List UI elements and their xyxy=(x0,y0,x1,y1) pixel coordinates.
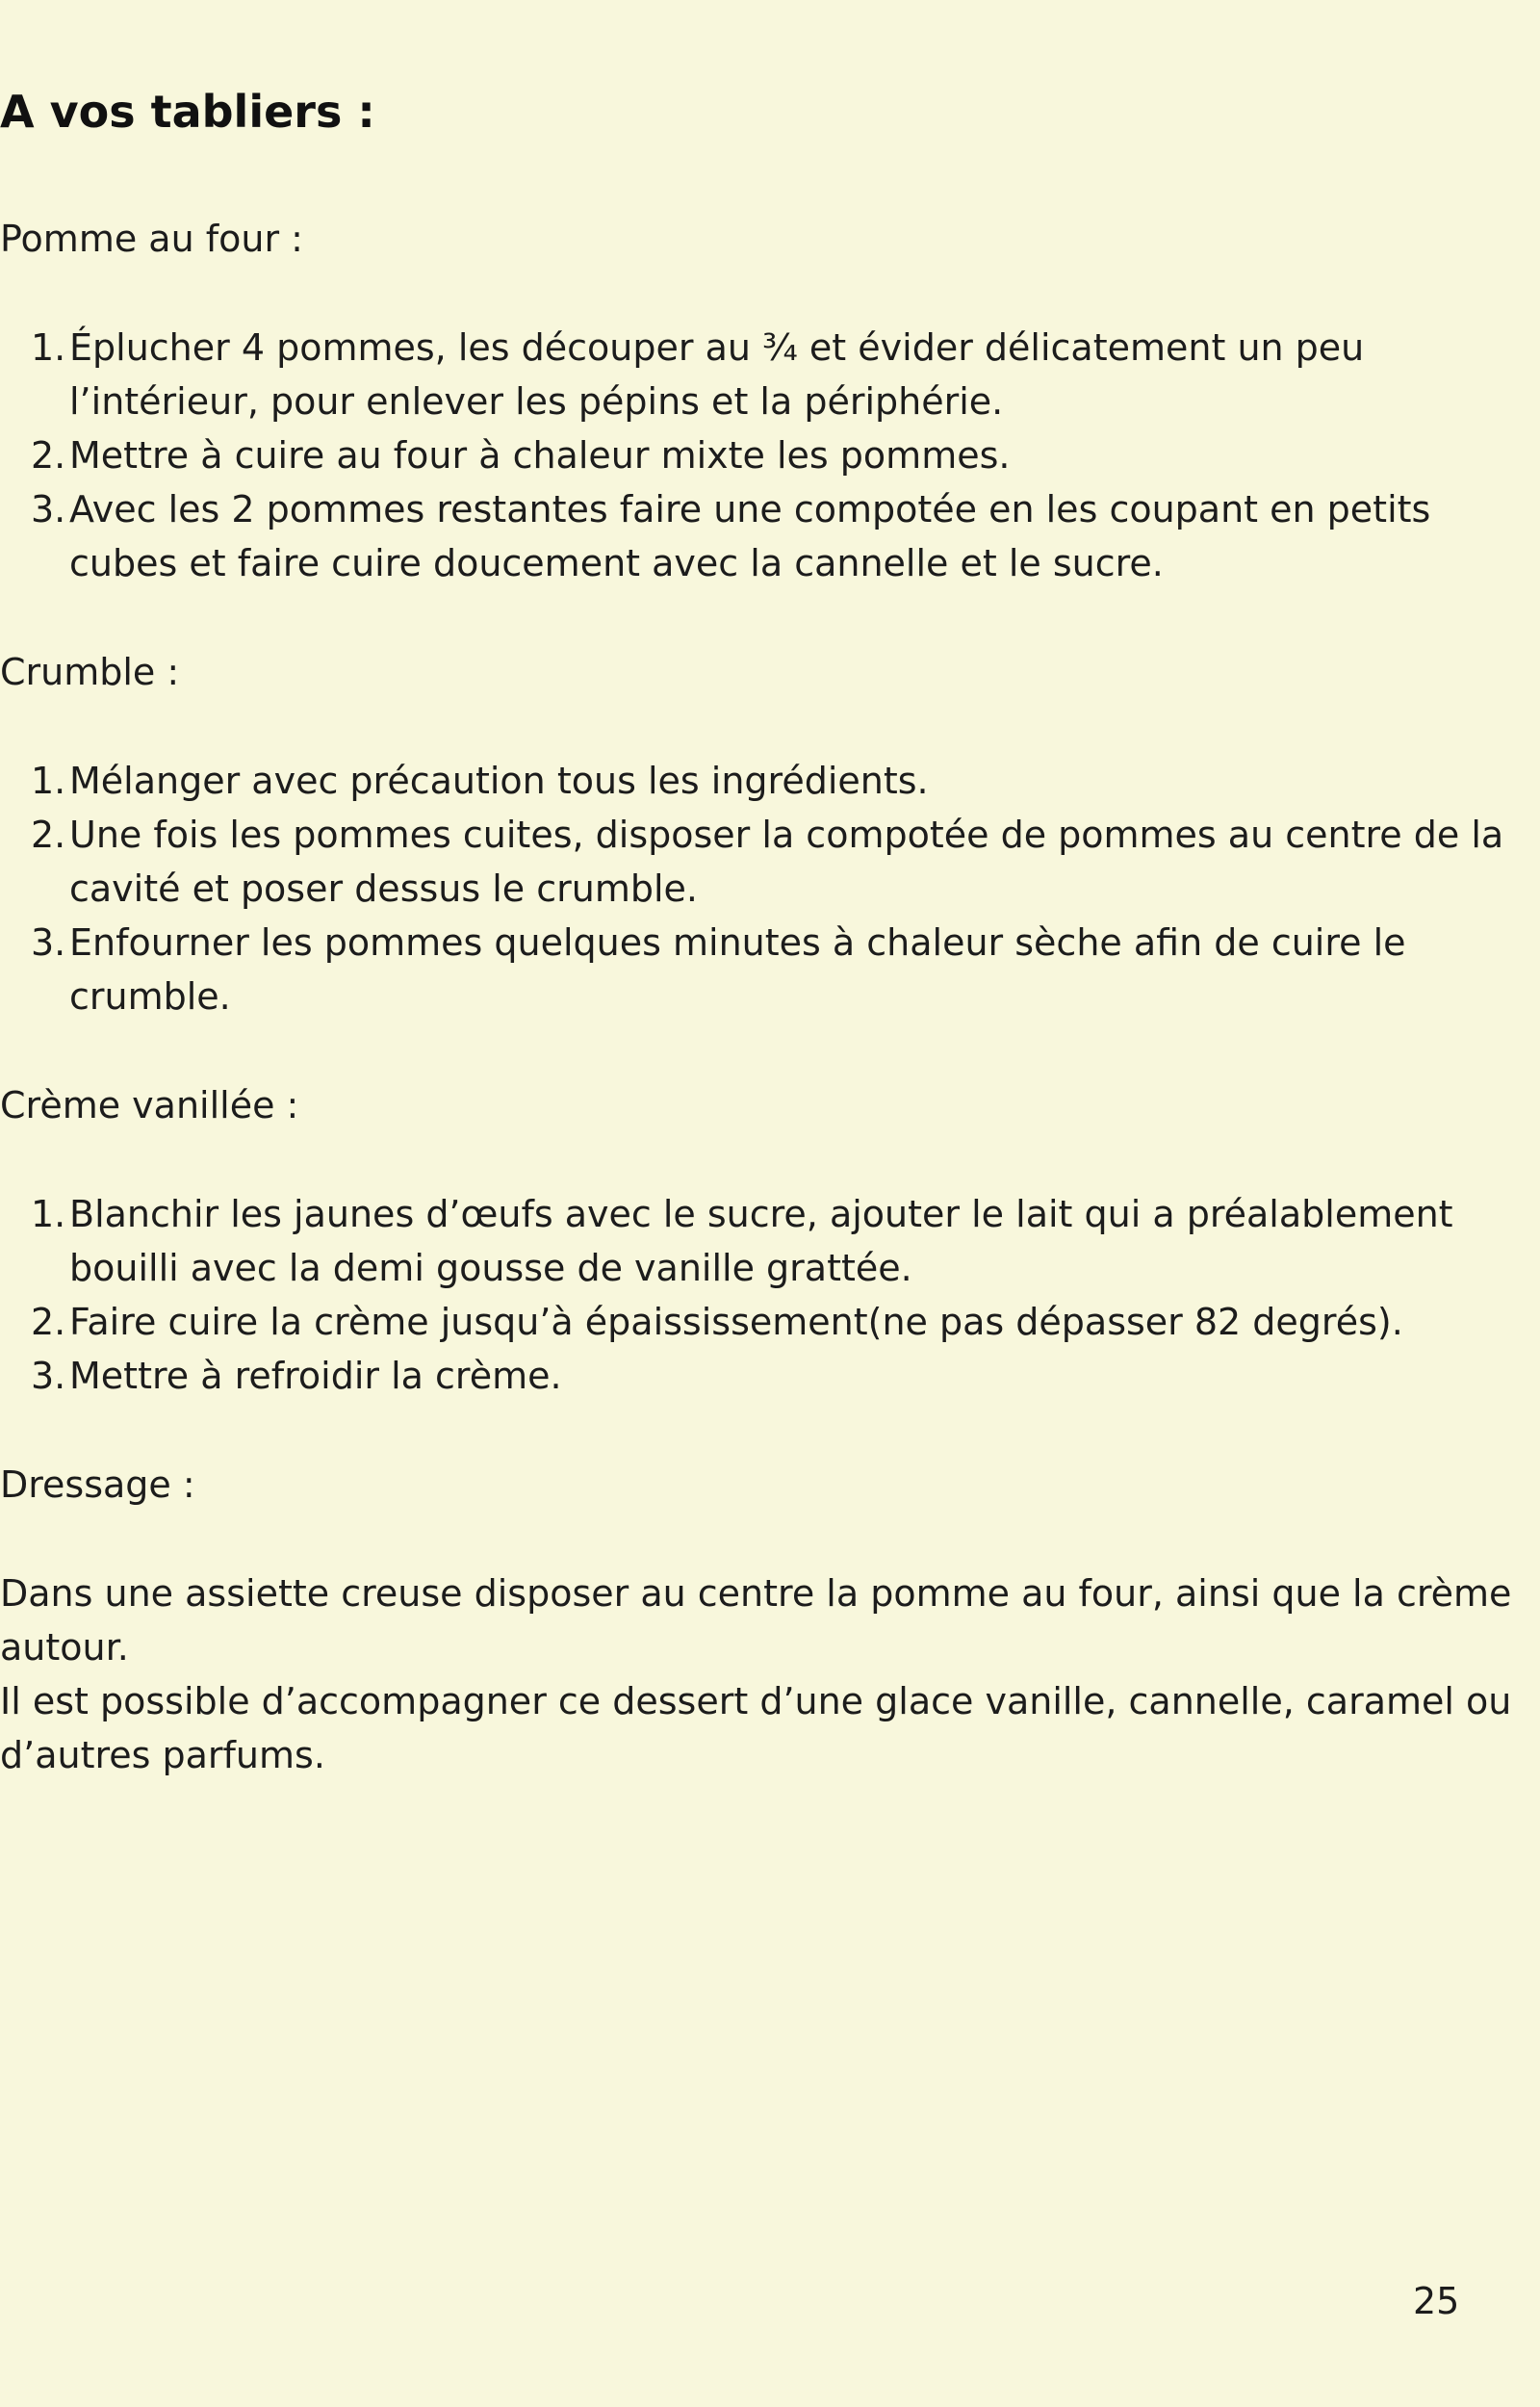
section-heading-creme-vanillee: Crème vanillée : xyxy=(0,1084,299,1126)
section-heading-pomme-au-four: Pomme au four : xyxy=(0,218,303,260)
step-item xyxy=(0,754,1540,808)
steps-list-creme-vanillee xyxy=(0,1187,1540,1403)
step-text: Mélanger avec précaution tous les ingrédients. xyxy=(69,760,929,802)
step-item xyxy=(0,1187,1540,1295)
section-heading-crumble: Crumble : xyxy=(0,651,180,693)
dressage-paragraph: Il est possible d’accompagner ce dessert d’une glace vanille, cannelle, caramel ou d’autres parfums. xyxy=(0,1680,1512,1776)
page-number: 25 xyxy=(1413,2280,1460,2322)
step-item xyxy=(0,916,1540,1023)
step-item xyxy=(0,1349,1540,1403)
step-text: Éplucher 4 pommes, les découper au ¾ et évider délicatement un peu l’intérieur, pour enlever les pépins et la périphérie. xyxy=(69,326,1365,423)
step-text: Avec les 2 pommes restantes faire une compotée en les coupant en petits cubes et faire cuire doucement avec la cannelle et le sucre. xyxy=(69,488,1431,584)
dressage-paragraph: Dans une assiette creuse disposer au centre la pomme au four, ainsi que la crème autour. xyxy=(0,1572,1512,1669)
section-heading-dressage: Dressage : xyxy=(0,1463,195,1506)
step-text: Mettre à cuire au four à chaleur mixte les pommes. xyxy=(69,434,1011,477)
step-text: Enfourner les pommes quelques minutes à chaleur sèche afin de cuire le crumble. xyxy=(69,921,1406,1018)
step-item xyxy=(0,482,1540,590)
step-text: Blanchir les jaunes d’œufs avec le sucre, ajouter le lait qui a préalablement bouilli avec la demi gousse de vanille grattée. xyxy=(69,1193,1453,1289)
step-item xyxy=(0,321,1540,428)
steps-list-pomme-au-four xyxy=(0,321,1540,590)
step-number: 1. xyxy=(31,326,66,369)
step-number: 3. xyxy=(31,921,66,964)
step-number: 1. xyxy=(31,1193,66,1235)
step-number: 2. xyxy=(31,1301,66,1343)
page-title: A vos tabliers : xyxy=(0,86,375,138)
step-number: 1. xyxy=(31,760,66,802)
step-item xyxy=(0,1295,1540,1349)
step-text: Mettre à refroidir la crème. xyxy=(69,1355,562,1397)
step-number: 2. xyxy=(31,434,66,477)
step-number: 3. xyxy=(31,1355,66,1397)
step-number: 2. xyxy=(31,814,66,856)
step-item xyxy=(0,428,1540,482)
steps-list-crumble xyxy=(0,754,1540,1023)
step-text: Faire cuire la crème jusqu’à épaississement(ne pas dépasser 82 degrés). xyxy=(69,1301,1403,1343)
step-number: 3. xyxy=(31,488,66,531)
step-item xyxy=(0,808,1540,916)
step-text: Une fois les pommes cuites, disposer la compotée de pommes au centre de la cavité et poser dessus le crumble. xyxy=(69,814,1504,910)
